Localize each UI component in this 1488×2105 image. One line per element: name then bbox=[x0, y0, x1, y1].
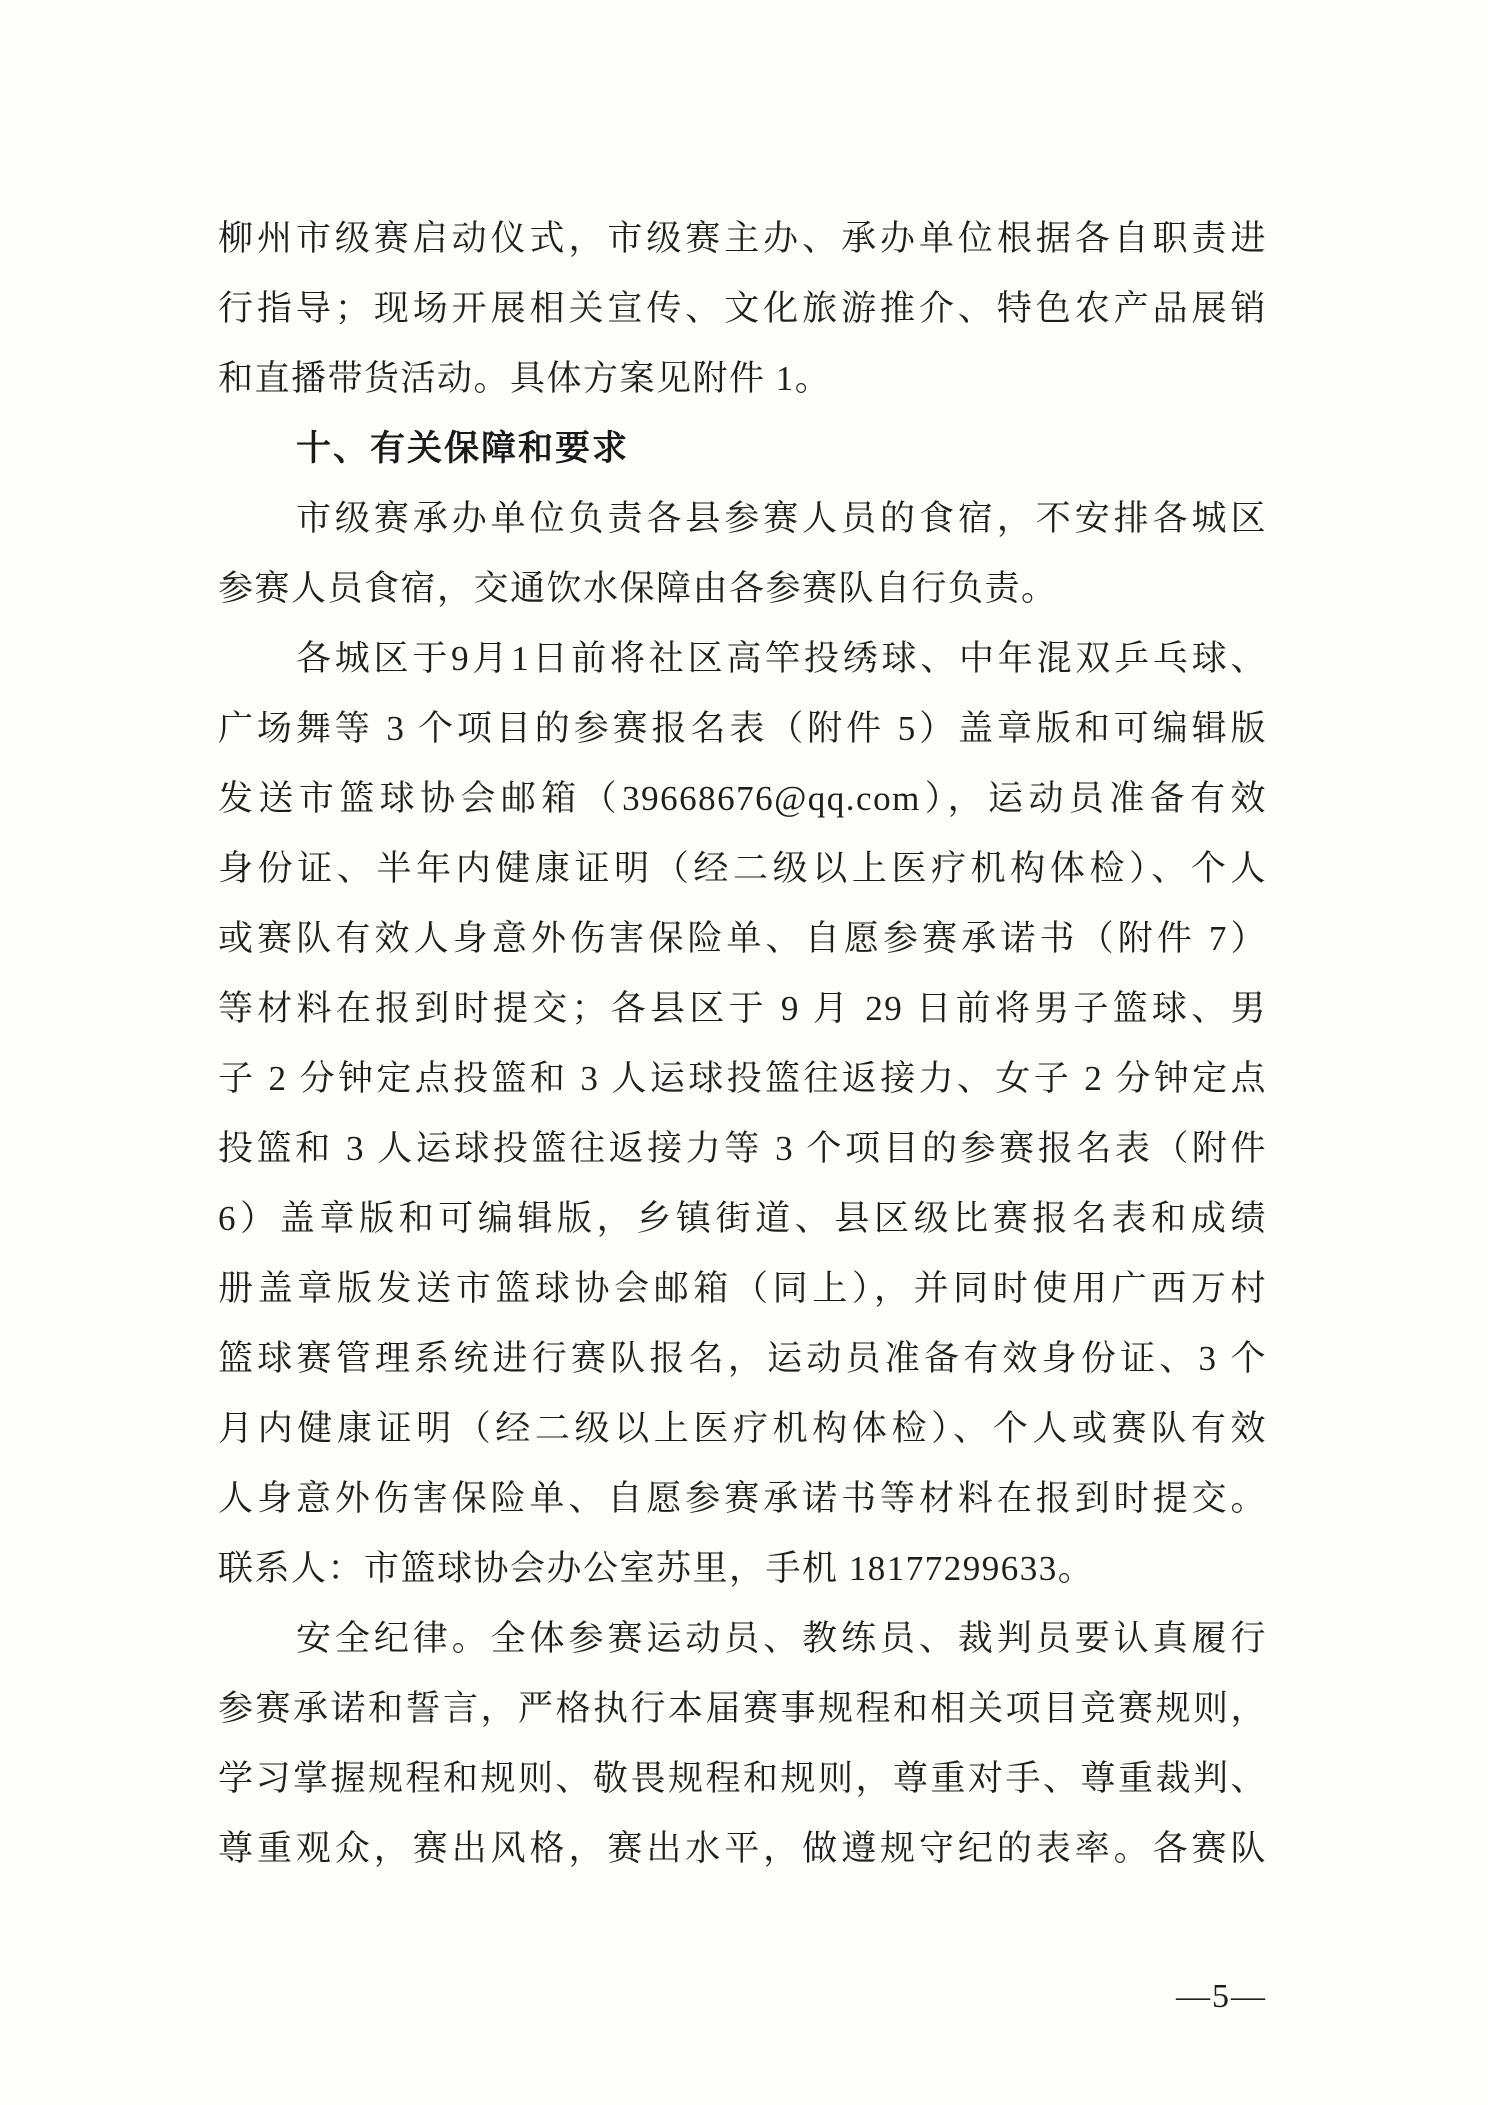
body-paragraph bbox=[218, 484, 1267, 624]
text-line: 市级赛承办单位负责各县参赛人员的食宿，不安排各城区 bbox=[296, 499, 1267, 538]
text-line: 柳州市级赛启动仪式，市级赛主办、承办单位根据各自职责进 bbox=[218, 219, 1267, 258]
text-line: 参赛承诺和誓言，严格执行本届赛事规程和相关项目竞赛规则， bbox=[218, 1689, 1267, 1728]
body-paragraph bbox=[218, 1604, 1267, 1884]
text-line: 6）盖章版和可编辑版，乡镇街道、县区级比赛报名表和成绩 bbox=[218, 1199, 1267, 1238]
text-line: 或赛队有效人身意外伤害保险单、自愿参赛承诺书（附件 7） bbox=[218, 919, 1267, 958]
text-line: 月内健康证明（经二级以上医疗机构体检）、个人或赛队有效 bbox=[218, 1409, 1267, 1448]
text-line: 安全纪律。全体参赛运动员、教练员、裁判员要认真履行 bbox=[296, 1619, 1267, 1658]
body-paragraph bbox=[218, 624, 1267, 1604]
contact-line: 联系人：市篮球协会办公室苏里，手机 18177299633。 bbox=[218, 1549, 1095, 1588]
text-line: 人身意外伤害保险单、自愿参赛承诺书等材料在报到时提交。 bbox=[218, 1479, 1267, 1518]
document-body bbox=[218, 204, 1267, 1884]
text-line: 等材料在报到时提交；各县区于 9 月 29 日前将男子篮球、男 bbox=[218, 989, 1267, 1028]
text-line: 广场舞等 3 个项目的参赛报名表（附件 5）盖章版和可编辑版 bbox=[218, 709, 1267, 748]
text-line: 各城区于9月1日前将社区高竿投绣球、中年混双乒乓球、 bbox=[296, 639, 1267, 678]
text-line: 投篮和 3 人运球投篮往返接力等 3 个项目的参赛报名表（附件 bbox=[218, 1129, 1267, 1168]
text-line: 行指导；现场开展相关宣传、文化旅游推介、特色农产品展销 bbox=[218, 289, 1267, 328]
text-line: 篮球赛管理系统进行赛队报名，运动员准备有效身份证、3 个 bbox=[218, 1339, 1267, 1378]
page-number: —5— bbox=[1176, 1978, 1267, 2015]
text-line: 子 2 分钟定点投篮和 3 人运球投篮往返接力、女子 2 分钟定点 bbox=[218, 1059, 1267, 1098]
section-heading: 十、有关保障和要求 bbox=[296, 429, 630, 469]
text-line: 发送市篮球协会邮箱（39668676@qq.com），运动员准备有效 bbox=[218, 779, 1267, 818]
text-line: 册盖章版发送市篮球协会邮箱（同上），并同时使用广西万村 bbox=[218, 1269, 1267, 1308]
text-line: 尊重观众，赛出风格，赛出水平，做遵规守纪的表率。各赛队 bbox=[218, 1829, 1267, 1868]
text-line: 身份证、半年内健康证明（经二级以上医疗机构体检）、个人 bbox=[218, 849, 1267, 888]
text-line: 和直播带货活动。具体方案见附件 1。 bbox=[218, 359, 832, 398]
text-line: 参赛人员食宿，交通饮水保障由各参赛队自行负责。 bbox=[218, 569, 1058, 608]
text-line: 学习掌握规程和规则、敬畏规程和规则，尊重对手、尊重裁判、 bbox=[218, 1759, 1267, 1798]
body-paragraph-continued bbox=[218, 204, 1267, 414]
